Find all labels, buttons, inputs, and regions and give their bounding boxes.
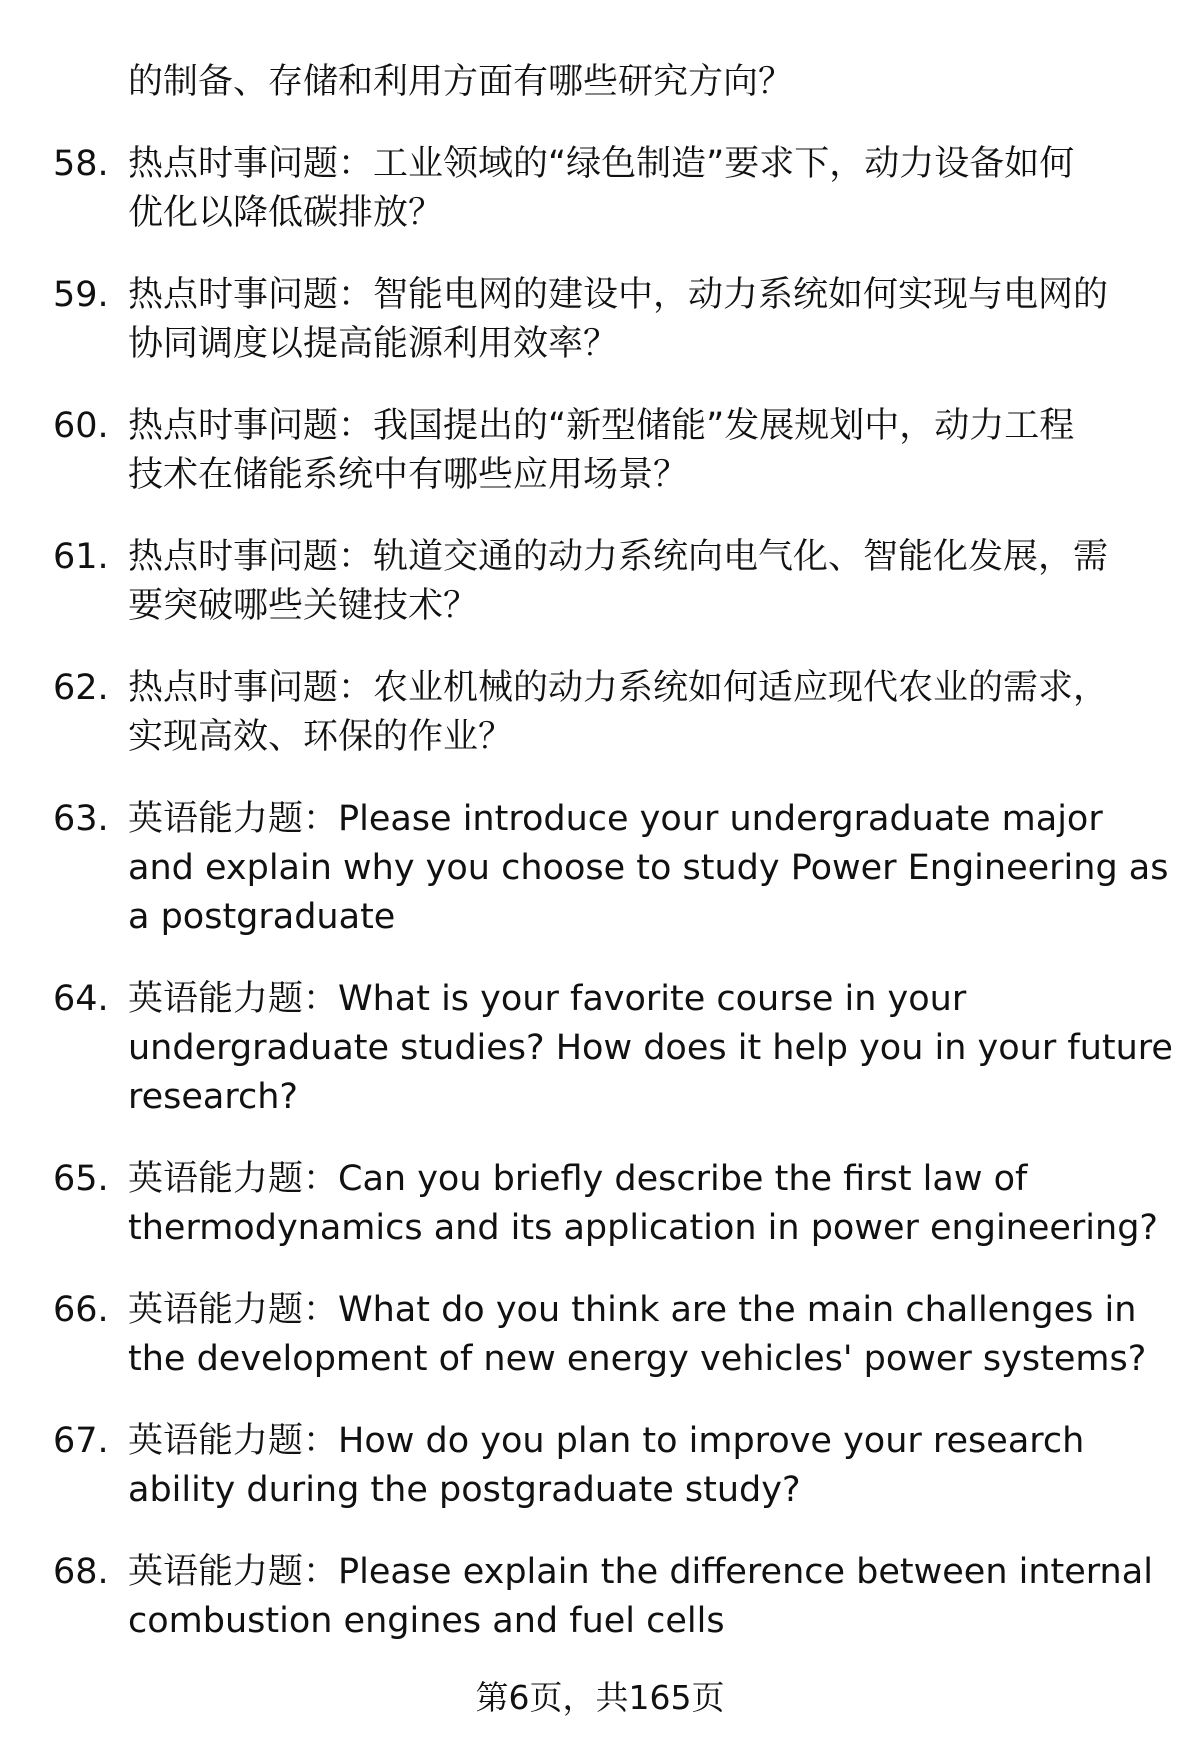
question-number: 66.	[53, 1290, 109, 1330]
question-item	[0, 533, 1200, 631]
question-line: 热点时事问题：农业机械的动力系统如何适应现代农业的需求，	[128, 668, 1109, 708]
question-line: 英语能力题：Can you briefly describe the first law of	[128, 1159, 1028, 1199]
question-line: 要突破哪些关键技术？	[128, 586, 479, 626]
question-number: 62.	[53, 668, 109, 708]
question-item	[0, 1155, 1200, 1253]
question-item	[0, 402, 1200, 500]
question-line: research?	[128, 1077, 298, 1117]
question-number: 60.	[53, 406, 109, 446]
question-line: undergraduate studies? How does it help you in your future	[128, 1028, 1173, 1068]
question-line: 热点时事问题：我国提出的“新型储能”发展规划中，动力工程	[128, 406, 1075, 446]
question-number: 58.	[53, 144, 109, 184]
question-line: ability during the postgraduate study?	[128, 1470, 801, 1510]
question-item	[0, 795, 1200, 942]
question-line: 英语能力题：What do you think are the main challenges in	[128, 1290, 1137, 1330]
question-line: the development of new energy vehicles' power systems?	[128, 1339, 1147, 1379]
question-number: 67.	[53, 1421, 109, 1461]
question-line: 热点时事问题：智能电网的建设中，动力系统如何实现与电网的	[128, 275, 1109, 315]
question-item	[0, 271, 1200, 369]
question-item	[0, 664, 1200, 762]
question-item	[0, 140, 1200, 238]
question-number: 59.	[53, 275, 109, 315]
question-item	[0, 1548, 1200, 1646]
question-item	[0, 1417, 1200, 1515]
question-number: 68.	[53, 1552, 109, 1592]
question-item	[0, 975, 1200, 1122]
question-item	[0, 1286, 1200, 1384]
question-line: 协同调度以提高能源利用效率？	[128, 324, 619, 364]
question-line: 优化以降低碳排放？	[128, 193, 444, 233]
question-line: 热点时事问题：轨道交通的动力系统向电气化、智能化发展，需	[128, 537, 1109, 577]
question-line: thermodynamics and its application in power engineering?	[128, 1208, 1159, 1248]
question-continuation	[0, 58, 1200, 107]
question-line: 热点时事问题：工业领域的“绿色制造”要求下，动力设备如何	[128, 144, 1075, 184]
question-number: 65.	[53, 1159, 109, 1199]
page-footer: 第6页，共165页	[475, 1678, 725, 1717]
question-number: 64.	[53, 979, 109, 1019]
question-line: 英语能力题：How do you plan to improve your research	[128, 1421, 1085, 1461]
question-line: 实现高效、环保的作业？	[128, 717, 514, 757]
question-line: and explain why you choose to study Power Engineering as	[128, 848, 1169, 888]
question-line: combustion engines and fuel cells	[128, 1601, 725, 1641]
question-line: 英语能力题：Please explain the difference between internal	[128, 1552, 1153, 1592]
question-line: a postgraduate	[128, 897, 396, 937]
question-line: 英语能力题：What is your favorite course in your	[128, 979, 967, 1019]
question-line: 的制备、存储和利用方面有哪些研究方向？	[128, 62, 794, 102]
question-number: 63.	[53, 799, 109, 839]
question-line: 技术在储能系统中有哪些应用场景？	[128, 455, 689, 495]
question-number: 61.	[53, 537, 109, 577]
question-line: 英语能力题：Please introduce your undergraduate major	[128, 799, 1103, 839]
question-list	[0, 58, 1200, 1679]
